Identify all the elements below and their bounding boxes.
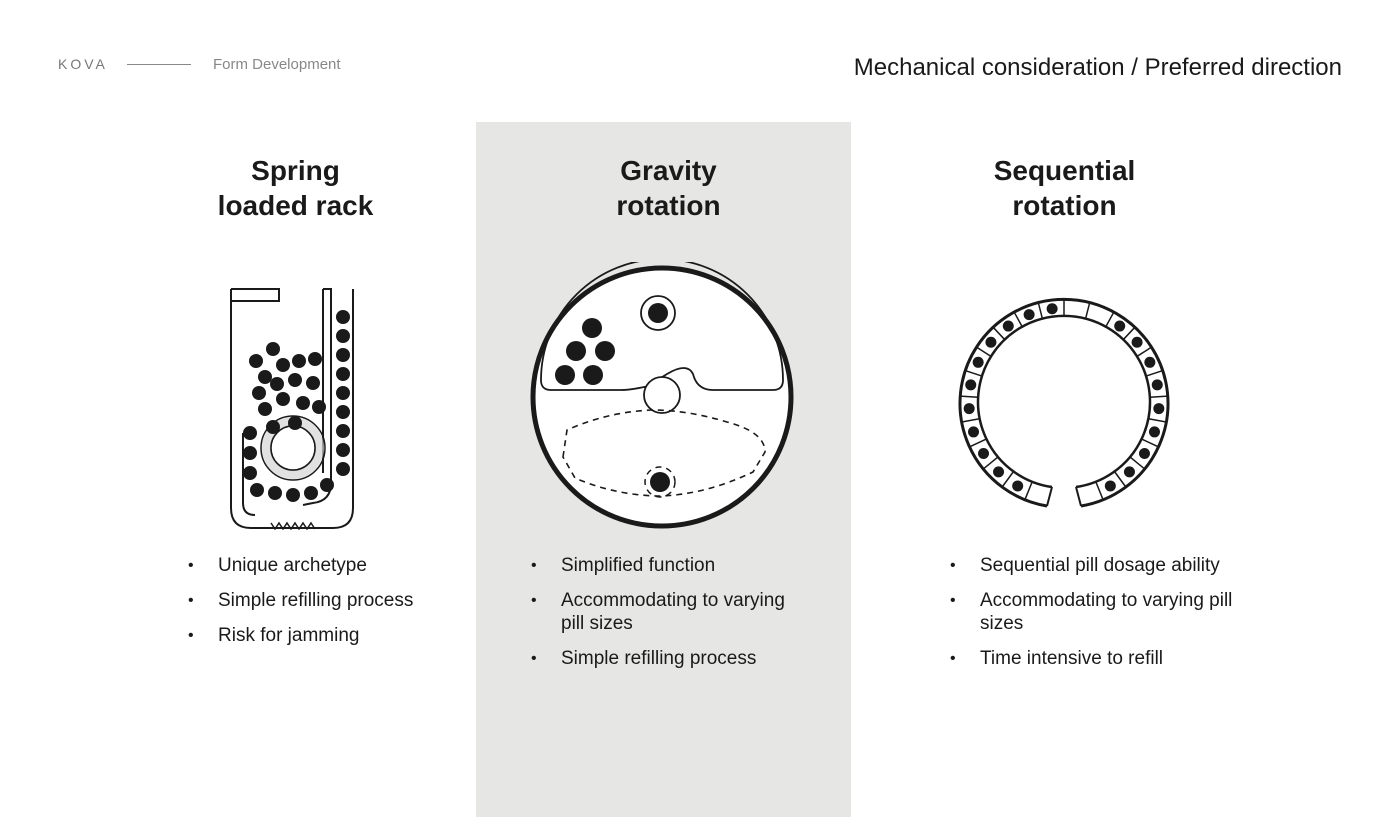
ring-divider	[983, 457, 997, 468]
pill-icon	[1012, 480, 1023, 491]
feature-list	[188, 554, 413, 659]
ring-divider	[1025, 483, 1032, 500]
ring-divider	[1038, 302, 1042, 319]
pill-icon	[993, 466, 1004, 477]
pill-icon	[965, 379, 976, 390]
list-item: • Sequential pill dosage ability	[950, 554, 1250, 577]
column-gravity-rotation	[481, 0, 856, 817]
list-item: • Simplified function	[531, 554, 801, 577]
ring-divider	[1014, 312, 1023, 328]
pill-icon	[1114, 321, 1125, 332]
column-title-line: rotation	[616, 190, 721, 221]
pill-icon	[1132, 337, 1143, 348]
ring-divider	[993, 327, 1005, 340]
column-title	[481, 153, 856, 223]
ring-divider	[1149, 419, 1167, 422]
ring-divider	[970, 439, 986, 447]
pill-icon	[1149, 426, 1160, 437]
ring-divider	[1115, 472, 1126, 486]
list-item: • Time intensive to refill	[950, 647, 1250, 670]
column-title-line: loaded rack	[217, 190, 374, 221]
list-item: • Simple refilling process	[531, 647, 801, 670]
pill-icon	[1047, 303, 1058, 314]
list-item: • Accommodating to varying pill sizes	[531, 589, 801, 635]
ring-divider	[962, 419, 980, 422]
pill-icon	[1105, 480, 1116, 491]
list-item: • Simple refilling process	[188, 589, 413, 612]
ring-divider	[1131, 457, 1145, 468]
pill-icon	[985, 337, 996, 348]
column-title-line: rotation	[1012, 190, 1117, 221]
gravity-rotation-illustration	[527, 262, 797, 532]
column-title-line: Gravity	[620, 155, 717, 186]
list-item: • Risk for jamming	[188, 624, 413, 647]
ring-divider	[1105, 312, 1114, 328]
pill-icon	[1139, 448, 1150, 459]
sequential-rotation-illustration	[949, 288, 1179, 518]
column-title-line: Spring	[251, 155, 340, 186]
ring-divider	[1142, 439, 1158, 447]
column-title	[108, 153, 483, 223]
brand-logo: KOVA	[58, 56, 108, 72]
ring-divider	[1136, 347, 1151, 357]
column-spring-loaded-rack	[108, 0, 483, 817]
list-item: • Unique archetype	[188, 554, 413, 577]
ring-divider	[965, 371, 982, 377]
pill-icon	[973, 357, 984, 368]
ring-divider	[976, 347, 991, 357]
pill-icon	[1153, 403, 1164, 414]
section-label: Form Development	[213, 56, 341, 73]
column-title-line: Sequential	[993, 155, 1136, 186]
feature-list	[950, 554, 1250, 682]
ring-divider	[960, 396, 978, 397]
ring-divider	[1123, 327, 1135, 340]
column-sequential-rotation	[877, 0, 1252, 817]
ring-divider	[1150, 396, 1168, 397]
ring-divider	[1002, 472, 1013, 486]
pill-icon	[1024, 309, 1035, 320]
page-title: Mechanical consideration / Preferred direction	[853, 54, 1342, 81]
spring-rack-illustration	[223, 283, 363, 535]
ring-divider	[1096, 483, 1103, 500]
pill-icon	[1124, 466, 1135, 477]
pill-icon	[1152, 379, 1163, 390]
pill-icon	[968, 426, 979, 437]
list-item: • Accommodating to varying pill sizes	[950, 589, 1250, 635]
pill-icon	[978, 448, 989, 459]
ring-divider	[1085, 302, 1089, 319]
pill-icon	[964, 403, 975, 414]
feature-list	[531, 554, 801, 682]
column-title	[877, 153, 1252, 223]
pill-icon	[1003, 321, 1014, 332]
ring-divider	[1146, 371, 1163, 377]
pill-icon	[1144, 357, 1155, 368]
